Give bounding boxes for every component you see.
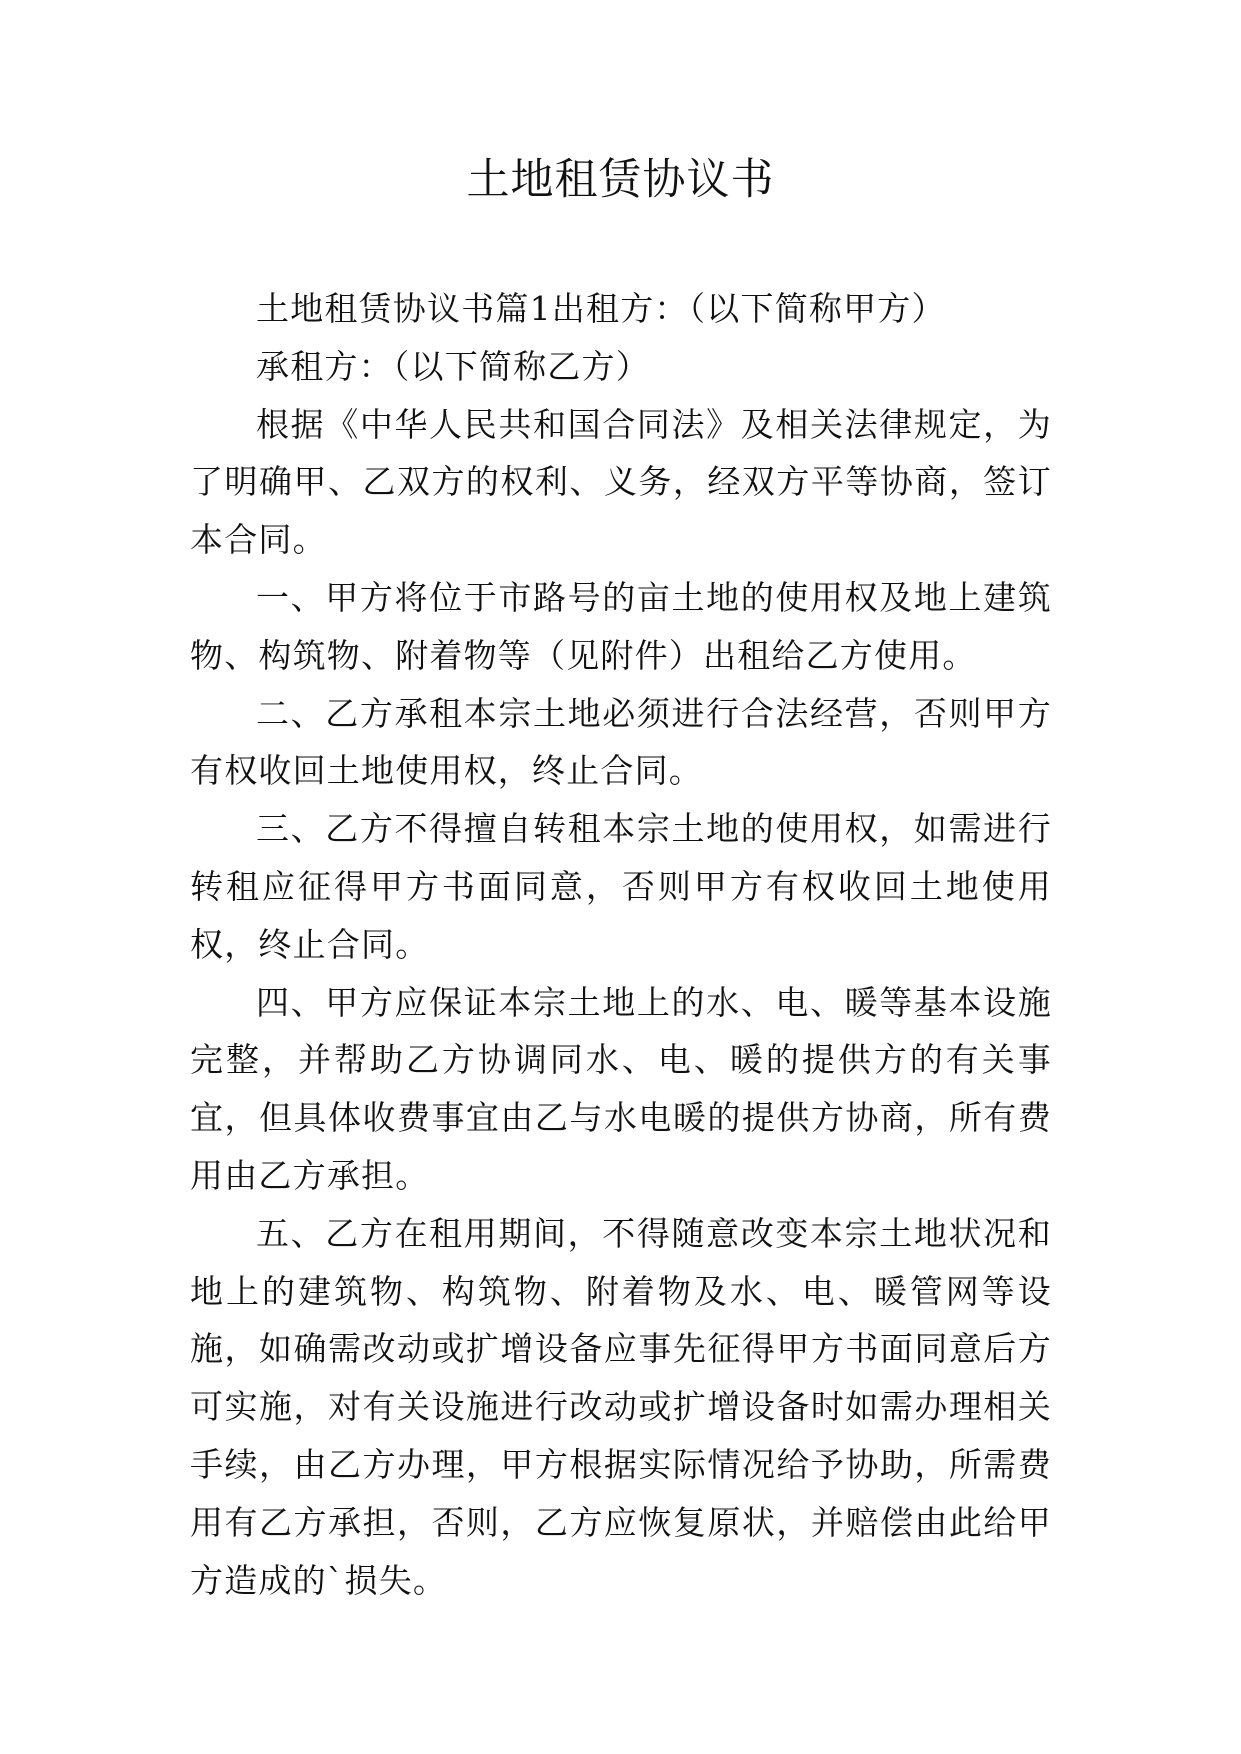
paragraph-lessor: 土地租赁协议书篇1出租方：（以下简称甲方） — [256, 289, 946, 328]
paragraph-clause-1: 一、甲方将位于市路号的亩土地的使用权及地上建筑物、构筑物、附着物等（见附件）出租给乙方使用。 — [190, 577, 1052, 675]
document-body — [190, 280, 1052, 1609]
paragraph-preamble: 根据《中华人民共和国合同法》及相关法律规定，为了明确甲、乙双方的权利、义务，经双方平等协商，签订本合同。 — [190, 404, 1052, 560]
paragraph-clause-3: 三、乙方不得擅自转租本宗土地的使用权，如需进行转租应征得甲方书面同意，否则甲方有权收回土地使用权，终止合同。 — [190, 809, 1052, 964]
paragraph-clause-5: 五、乙方在租用期间，不得随意改变本宗土地状况和地上的建筑物、构筑物、附着物及水、电、暖管网等设施，如确需改动或扩增设备应事先征得甲方书面同意后方可实施，对有关设施进行改动或扩增设备时如需办理相关手续，由乙方办理，甲方根据实际情况给予协助，所需费用有乙方承担，否则，乙方应恢复原状，并赔偿由此给甲方造成的`损失。 — [190, 1213, 1052, 1600]
paragraph-clause-4: 四、甲方应保证本宗土地上的水、电、暖等基本设施完整，并帮助乙方协调同水、电、暖的提供方的有关事宜，但具体收费事宜由乙与水电暖的提供方协商，所有费用由乙方承担。 — [190, 982, 1052, 1195]
paragraph-clause-2: 二、乙方承租本宗土地必须进行合法经营，否则甲方有权收回土地使用权，终止合同。 — [190, 693, 1052, 791]
document-title: 土地租赁协议书 — [466, 155, 775, 205]
paragraph-lessee: 承租方：（以下简称乙方） — [256, 346, 650, 386]
